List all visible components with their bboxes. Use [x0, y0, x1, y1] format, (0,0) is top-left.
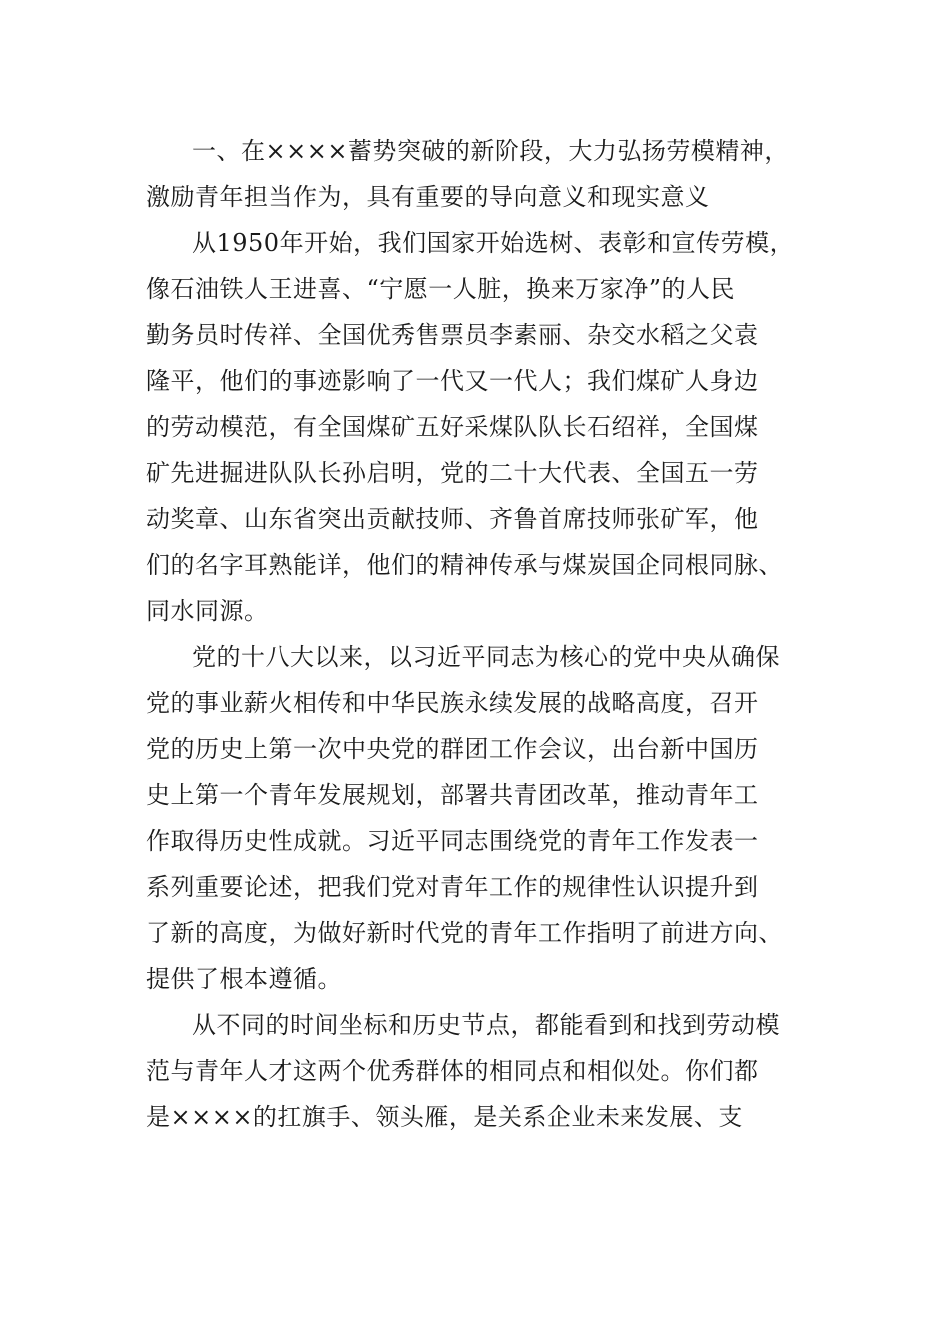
- heading-line: 激励青年担当作为，具有重要的导向意义和现实意义: [146, 183, 710, 211]
- paragraph-line: 系列重要论述，把我们党对青年工作的规律性认识提升到: [146, 873, 759, 901]
- paragraph-line: 从1950年开始，我们国家开始选树、表彰和宣传劳模，: [192, 229, 795, 257]
- paragraph-line: 了新的高度，为做好新时代党的青年工作指明了前进方向、: [146, 919, 783, 947]
- paragraph-line: 提供了根本遵循。: [146, 965, 342, 993]
- paragraph-line: 们的名字耳熟能详，他们的精神传承与煤炭国企同根同脉、: [146, 551, 783, 579]
- paragraph-line: 像石油铁人王进喜、“宁愿一人脏，换来万家净”的人民: [146, 275, 736, 303]
- paragraph-line: 隆平，他们的事迹影响了一代又一代人；我们煤矿人身边: [146, 367, 759, 395]
- paragraph-line: 党的历史上第一次中央党的群团工作会议，出台新中国历: [146, 735, 759, 763]
- paragraph-line: 党的事业薪火相传和中华民族永续发展的战略高度，召开: [146, 689, 759, 717]
- paragraph-line: 勤务员时传祥、全国优秀售票员李素丽、杂交水稻之父袁: [146, 321, 759, 349]
- paragraph-line: 动奖章、山东省突出贡献技师、齐鲁首席技师张矿军，他: [146, 505, 759, 533]
- section-heading-paragraph: [146, 128, 810, 220]
- paragraph-line: 矿先进掘进队队长孙启明，党的二十大代表、全国五一劳: [146, 459, 759, 487]
- document-body: [146, 128, 810, 1140]
- body-paragraph: [146, 634, 810, 1002]
- paragraph-line: 从不同的时间坐标和历史节点，都能看到和找到劳动模: [192, 1011, 780, 1039]
- paragraph-line: 的劳动模范，有全国煤矿五好采煤队队长石绍祥，全国煤: [146, 413, 759, 441]
- paragraph-line: 范与青年人才这两个优秀群体的相同点和相似处。你们都: [146, 1057, 759, 1085]
- paragraph-line: 史上第一个青年发展规划，部署共青团改革，推动青年工: [146, 781, 759, 809]
- body-paragraph: [146, 220, 810, 634]
- heading-line: 一、在××××蓄势突破的新阶段，大力弘扬劳模精神，: [192, 137, 789, 165]
- paragraph-line: 作取得历史性成就。习近平同志围绕党的青年工作发表一: [146, 827, 759, 855]
- body-paragraph: [146, 1002, 810, 1140]
- paragraph-line: 是××××的扛旗手、领头雁，是关系企业未来发展、支: [146, 1103, 743, 1131]
- paragraph-line: 党的十八大以来，以习近平同志为核心的党中央从确保: [192, 643, 780, 671]
- paragraph-line: 同水同源。: [146, 597, 269, 625]
